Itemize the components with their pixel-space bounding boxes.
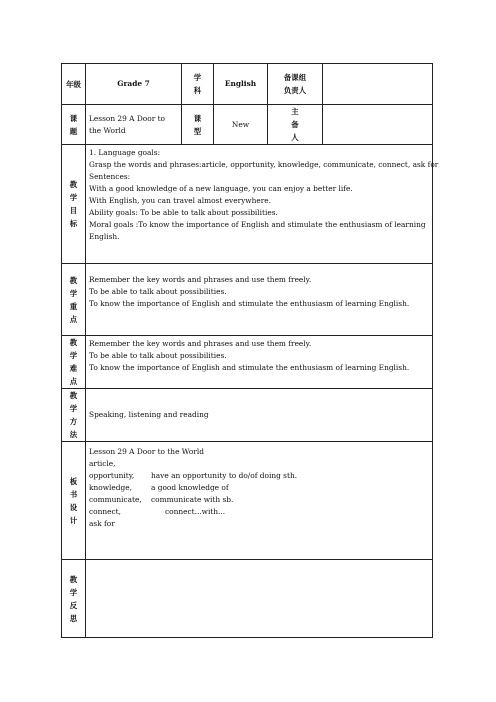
label-char: 教 (69, 180, 78, 189)
type-value: New (214, 105, 268, 145)
objectives-line: Ability goals: To be able to talk about possibilities. (89, 208, 278, 217)
difficulties-content (86, 336, 433, 389)
methods-content: Speaking, listening and reading (86, 389, 433, 442)
board-word: ask for (89, 519, 115, 528)
objectives-line: Moral goals :To know the importance of English and stimulate the enthusiasm of learning (89, 220, 426, 229)
board-phrase: communicate with sb. (151, 495, 234, 504)
label-char: 方 (69, 417, 78, 426)
board-label (62, 442, 86, 560)
board-word: knowledge, (89, 483, 132, 492)
board-row-item (89, 518, 429, 530)
label-char: 设 (69, 502, 78, 512)
preparer-label (268, 105, 323, 145)
objectives-line: English. (89, 232, 120, 241)
board-phrase: connect...with... (165, 507, 226, 516)
board-word: connect, (89, 507, 121, 516)
preparer-value (323, 105, 433, 145)
key-points-line: Remember the key words and phrases and use them freely. (89, 275, 312, 284)
label-char: 课 (193, 113, 202, 123)
label-char: 书 (69, 489, 78, 499)
methods-row (62, 389, 433, 442)
topic-title: Lesson 29 A Door to the World (86, 105, 182, 145)
label-char: 计 (69, 515, 78, 525)
label-char: 教 (69, 338, 78, 347)
objectives-row (62, 145, 433, 264)
group-head-label-line2: 负责人 (283, 86, 307, 95)
board-phrase: a good knowledge of (151, 483, 229, 492)
objectives-line: With a good knowledge of a new language, you can enjoy a better life. (89, 184, 353, 193)
label-char: 题 (69, 126, 78, 136)
label-char: 反 (69, 600, 78, 610)
subject-value: English (214, 64, 268, 105)
group-head-label (268, 64, 323, 105)
reflection-label (62, 560, 86, 638)
board-title: Lesson 29 A Door to the World (89, 447, 204, 456)
grade-label-text: 年级 (66, 79, 81, 89)
reflection-row (62, 560, 433, 638)
objectives-line: Grasp the words and phrases:article, opportunity, knowledge, communicate, connect, ask for (89, 160, 439, 169)
key-points-line: To be able to talk about possibilities. (89, 287, 227, 296)
key-points-row (62, 264, 433, 336)
label-char: 法 (69, 430, 78, 439)
board-content (86, 442, 433, 560)
key-points-content (86, 264, 433, 336)
board-row-item (89, 494, 429, 506)
difficulties-row (62, 336, 433, 389)
objectives-content (86, 145, 439, 264)
label-char: 点 (69, 314, 78, 324)
methods-label (62, 389, 86, 442)
board-phrase: have an opportunity to do/of doing sth. (151, 471, 298, 480)
key-points-label (62, 264, 86, 336)
board-word: article, (89, 459, 116, 468)
difficulties-label (62, 336, 86, 389)
label-char: 课 (69, 113, 78, 123)
topic-label (62, 105, 86, 145)
label-char: 学 (69, 193, 78, 202)
label-char: 学 (193, 73, 202, 82)
reflection-content (86, 560, 433, 638)
label-char: 点 (69, 377, 78, 386)
board-word: opportunity, (89, 471, 135, 480)
grade-value: Grade 7 (86, 64, 182, 105)
label-char: 教 (69, 574, 78, 584)
label-char: 教 (69, 391, 78, 400)
label-char: 学 (69, 587, 78, 597)
board-word: communicate, (89, 495, 142, 504)
objectives-line: 1. Language goals: (89, 148, 161, 157)
group-head-value (323, 64, 433, 105)
board-row-item (89, 458, 429, 470)
objectives-label (62, 145, 86, 264)
key-points-line: To know the importance of English and stimulate the enthusiasm of learning English. (89, 299, 410, 308)
subject-label (182, 64, 214, 105)
difficulties-line: Remember the key words and phrases and use them freely. (89, 339, 312, 348)
difficulties-line: To know the importance of English and stimulate the enthusiasm of learning English. (89, 363, 410, 372)
board-row-item (89, 470, 429, 482)
label-char: 目 (69, 206, 78, 215)
label-char: 标 (69, 219, 78, 228)
label-char: 教 (69, 275, 78, 285)
label-char: 人 (291, 133, 299, 142)
grade-label (62, 64, 86, 105)
lesson-plan-table (61, 63, 439, 638)
label-char: 主 (291, 107, 299, 116)
board-row-item (89, 506, 429, 518)
label-char: 型 (193, 126, 202, 136)
difficulties-line: To be able to talk about possibilities. (89, 351, 227, 360)
label-char: 思 (69, 613, 78, 623)
board-phrase (151, 518, 429, 530)
board-phrase (151, 458, 429, 470)
label-char: 科 (193, 86, 202, 95)
group-head-label-line1: 备课组 (283, 73, 307, 82)
board-row-item (89, 482, 429, 494)
label-char: 学 (69, 351, 78, 360)
label-char: 学 (69, 288, 78, 298)
label-char: 难 (69, 364, 78, 373)
header-row (62, 64, 433, 105)
label-char: 学 (69, 404, 78, 413)
topic-row (62, 105, 433, 145)
objectives-line: Sentences: (89, 172, 131, 181)
label-char: 备 (291, 120, 299, 129)
board-row (62, 442, 433, 560)
label-char: 重 (69, 301, 78, 311)
label-char: 板 (69, 476, 78, 486)
type-label (182, 105, 214, 145)
objectives-line: With English, you can travel almost everywhere. (89, 196, 272, 205)
